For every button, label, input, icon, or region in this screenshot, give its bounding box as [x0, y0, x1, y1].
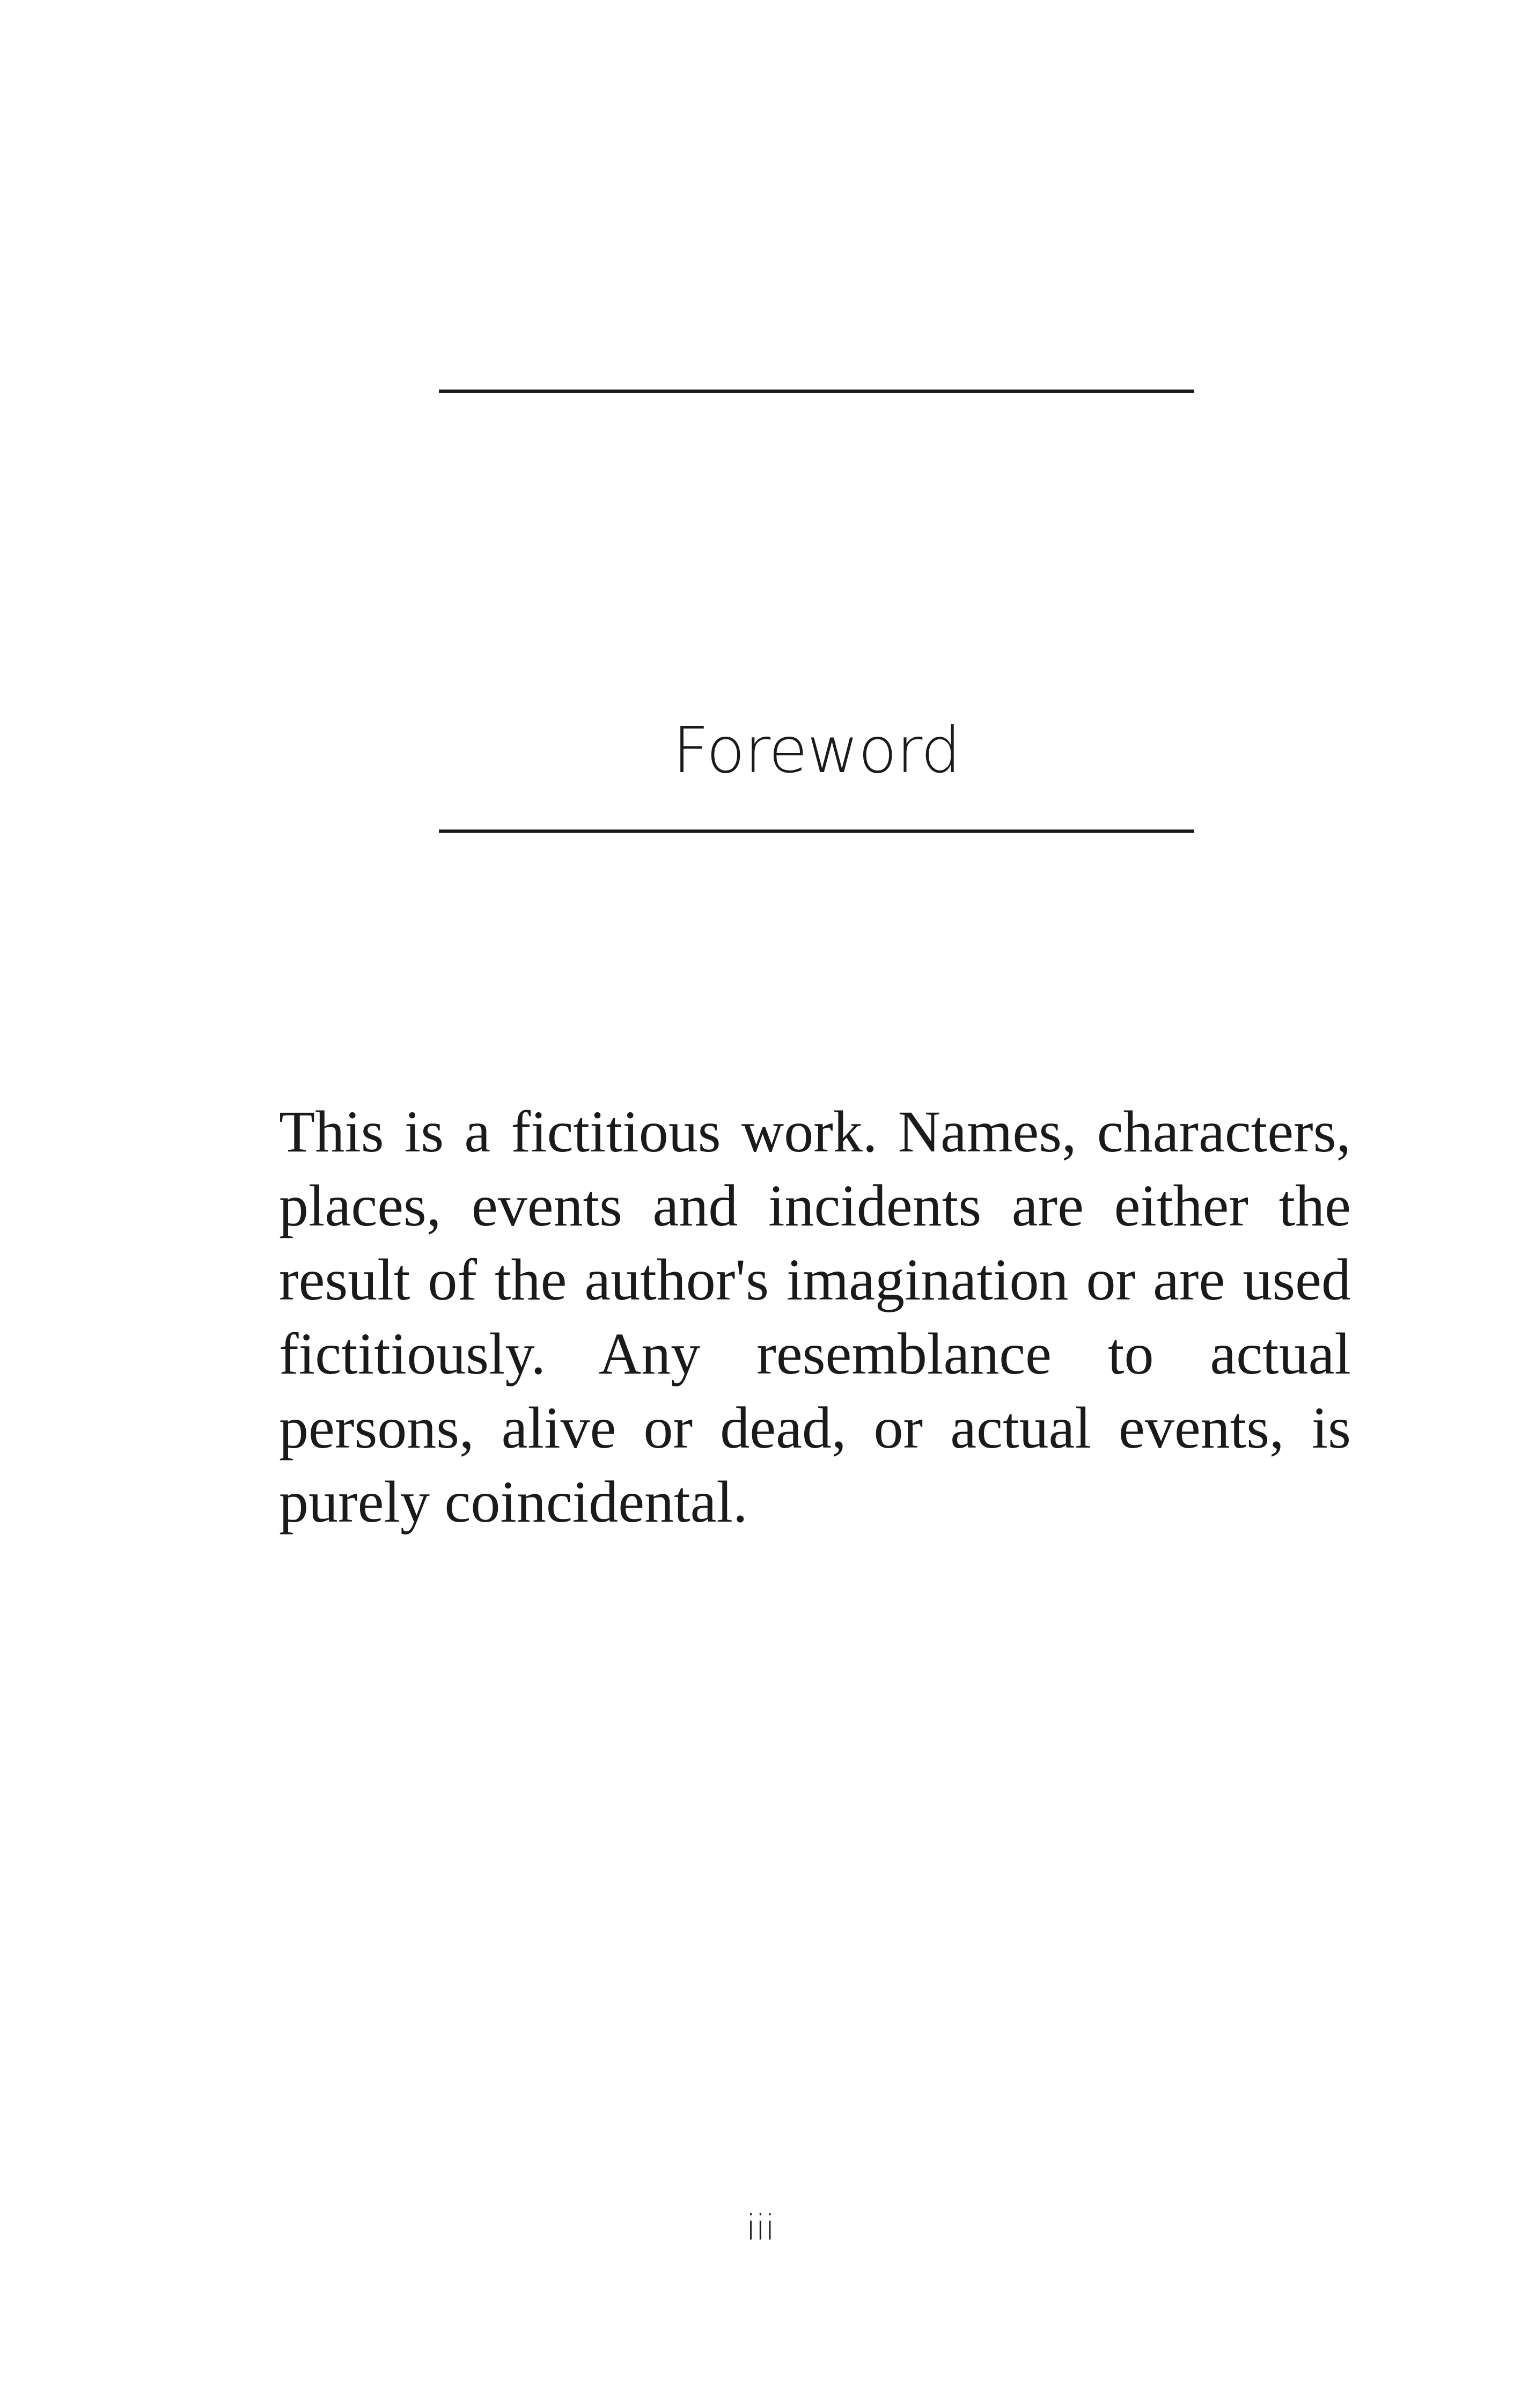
body-paragraph: This is a fictitious work. Names, characters, places, events and incidents are either the result of the author's imagination or are used fictitiously. Any resemblance to actual persons, alive or dead, or actual events, is purely coincidental.: [279, 1099, 1351, 1535]
chapter-title: Foreword: [672, 713, 961, 787]
page-number: iii: [746, 2208, 775, 2248]
bottom-horizontal-rule: [439, 829, 1194, 833]
top-horizontal-rule: [439, 390, 1194, 393]
